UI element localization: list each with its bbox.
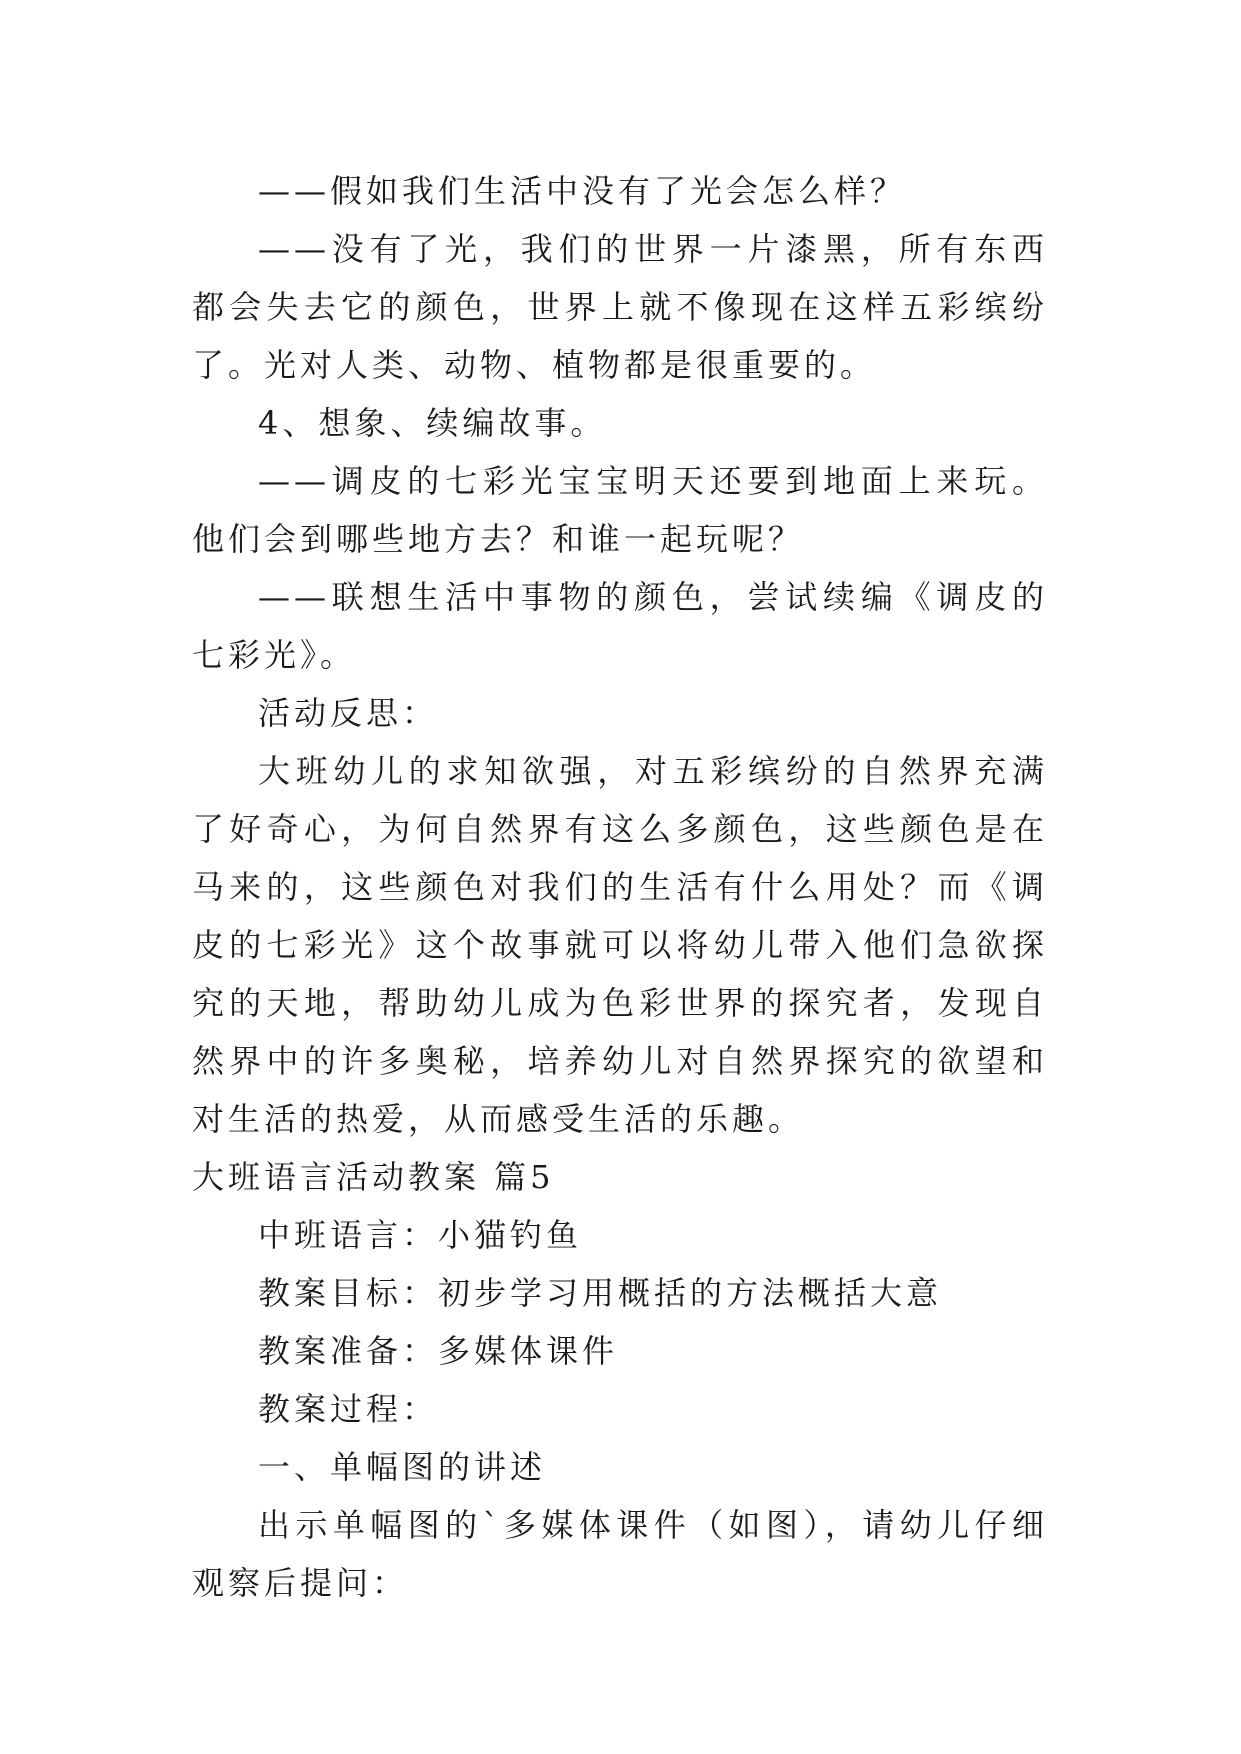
paragraph-step-4: 4、想象、续编故事。 — [258, 404, 607, 442]
paragraph-question-no-light: ——假如我们生活中没有了光会怎么样？ — [258, 172, 907, 210]
paragraph-lesson-title: 中班语言：小猫钓鱼 — [258, 1216, 583, 1254]
paragraph-reflection-label: 活动反思： — [258, 694, 439, 732]
paragraph-part-one: 一、单幅图的讲述 — [258, 1448, 547, 1486]
paragraph-question-where-to-play: ——调皮的七彩光宝宝明天还要到地面上来玩。他们会到哪些地方去？和谁一起玩呢？ — [192, 462, 1048, 558]
section-heading: 大班语言活动教案 篇5 — [192, 1158, 555, 1196]
paragraph-show-image: 出示单幅图的`多媒体课件（如图），请幼儿仔细观察后提问： — [192, 1506, 1048, 1602]
document-body — [192, 162, 1048, 1612]
paragraph-lesson-prep: 教案准备：多媒体课件 — [258, 1332, 619, 1370]
paragraph-answer-no-light: ——没有了光，我们的世界一片漆黑，所有东西都会失去它的颜色，世界上就不像现在这样五彩缤纷了。光对人类、动物、植物都是很重要的。 — [192, 230, 1048, 384]
paragraph-reflection-body: 大班幼儿的求知欲强，对五彩缤纷的自然界充满了好奇心，为何自然界有这么多颜色，这些颜色是在马来的，这些颜色对我们的生活有什么用处？而《调皮的七彩光》这个故事就可以将幼儿带入他们急欲探究的天地，帮助幼儿成为色彩世界的探究者，发现自然界中的许多奥秘，培养幼儿对自然界探究的欲望和对生活的热爱，从而感受生活的乐趣。 — [192, 752, 1048, 1138]
paragraph-continue-story: ——联想生活中事物的颜色，尝试续编《调皮的七彩光》。 — [192, 578, 1048, 674]
paragraph-lesson-goal: 教案目标：初步学习用概括的方法概括大意 — [258, 1274, 943, 1312]
paragraph-lesson-process: 教案过程： — [258, 1390, 439, 1428]
